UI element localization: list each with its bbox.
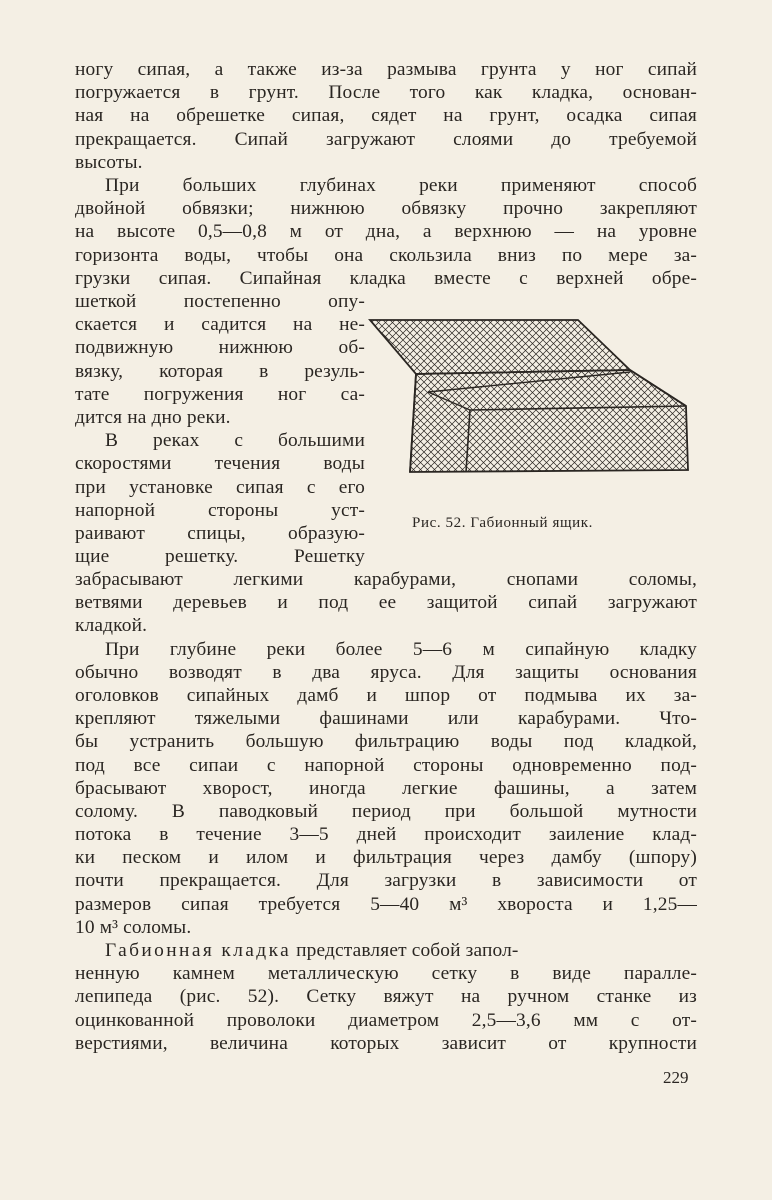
text-line: горизонта воды, чтобы она скользила вниз по мере за- xyxy=(75,244,697,266)
text-line: вязку, которая в резуль- xyxy=(75,360,365,382)
paragraph-bottom xyxy=(75,568,697,1055)
text-line: грузки сипая. Сипайная кладка вместе с верхней обре- xyxy=(75,267,697,289)
text-line: оцинкованной проволоки диаметром 2,5—3,6 мм с от- xyxy=(75,1009,697,1031)
text-line: При больших глубинах реки применяют способ xyxy=(105,174,697,196)
text-line: потока в течение 3—5 дней происходит заиление клад- xyxy=(75,824,697,846)
text-line: брасывают хворост, иногда легкие фашины, а затем xyxy=(75,777,697,799)
text-line: щие решетку. Решетку xyxy=(75,546,365,568)
text-line: ки песком и илом и фильтрация через дамбу (шпору) xyxy=(75,847,697,869)
text-line: ветвями деревьев и под ее защитой сипай загружают xyxy=(75,592,697,614)
gabion-box-figure xyxy=(368,312,698,482)
text-line: обычно возводят в два яруса. Для защиты основания xyxy=(75,661,697,683)
text-line: тате погружения ног са- xyxy=(75,383,365,405)
text-line: бы устранить большую фильтрацию воды под кладкой, xyxy=(75,731,697,753)
text-line: оголовков сипайных дамб и шпор от подмыва их за- xyxy=(75,684,697,706)
paragraph-top xyxy=(75,58,697,290)
text-line: верстиями, величина которых зависит от крупности xyxy=(75,1032,697,1054)
text-line: двойной обвязки; нижнюю обвязку прочно закрепляют xyxy=(75,198,697,220)
text-line: В реках с большими xyxy=(105,430,365,452)
text-line: погружается в грунт. После того как кладка, основан- xyxy=(75,82,697,104)
text-line: При глубине реки более 5—6 м сипайную кладку xyxy=(105,638,697,660)
text-line: дится на дно реки. xyxy=(75,406,231,428)
text-line: на высоте 0,5—0,8 м от дна, а верхнюю — на уровне xyxy=(75,221,697,243)
text-line: крепляют тяжелыми фашинами или карабурами. Что- xyxy=(75,708,697,730)
text-line-gabion-intro xyxy=(75,939,697,962)
text-fragment: представляет собой запол- xyxy=(291,940,519,961)
page-number: 229 xyxy=(663,1068,689,1087)
text-line: напорной стороны уст- xyxy=(75,499,365,521)
text-line: забрасывают легкими карабурами, снопами соломы, xyxy=(75,569,697,590)
text-line: лепипеда (рис. 52). Сетку вяжут на ручном станке из xyxy=(75,986,697,1008)
text-line: шеткой постепенно опу- xyxy=(75,291,365,312)
text-line: ненную камнем металлическую сетку в виде паралле- xyxy=(75,963,697,985)
text-line: скается и садится на не- xyxy=(75,314,365,336)
text-line: ногу сипая, а также из-за размыва грунта у ног сипай xyxy=(75,59,697,80)
text-line: высоты. xyxy=(75,151,143,173)
figure-caption: Рис. 52. Габионный ящик. xyxy=(412,515,593,531)
text-line: подвижную нижнюю об- xyxy=(75,337,365,359)
text-line: при установке сипая с его xyxy=(75,476,365,498)
text-line: 10 м³ соломы. xyxy=(75,916,192,938)
paragraph-narrow xyxy=(75,290,365,568)
gabion-term: Габионная кладка xyxy=(105,940,292,961)
gabion-front-face xyxy=(410,370,688,472)
text-line: под все сипаи с напорной стороны одновременно под- xyxy=(75,754,697,776)
text-line: прекращается. Сипай загружают слоями до требуемой xyxy=(75,128,697,150)
text-line: солому. В паводковый период при большой мутности xyxy=(75,800,697,822)
text-line: скоростями течения воды xyxy=(75,453,365,475)
text-line: раивают спицы, образую- xyxy=(75,522,365,544)
text-line: почти прекращается. Для загрузки в зависимости от xyxy=(75,870,697,892)
text-line: размеров сипая требуется 5—40 м³ хвороста и 1,25— xyxy=(75,893,697,915)
gabion-top-face xyxy=(370,320,630,374)
text-line: ная на обрешетке сипая, сядет на грунт, осадка сипая xyxy=(75,105,697,127)
text-line: кладкой. xyxy=(75,615,148,637)
